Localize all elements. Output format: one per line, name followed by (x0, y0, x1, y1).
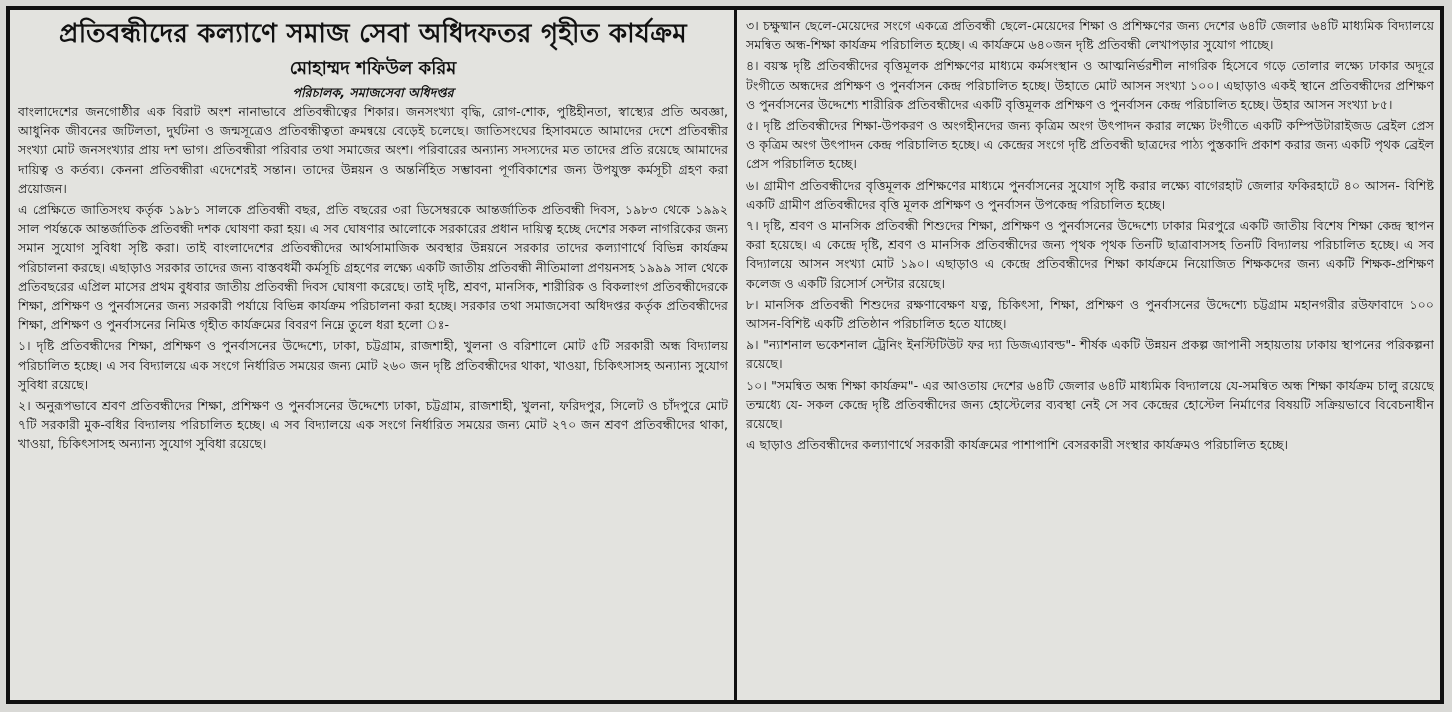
article-headline: প্রতিবন্ধীদের কল্যাণে সমাজ সেবা অধিদফতর গৃহীত কার্যক্রম (59, 19, 687, 49)
program-item: ৬। গ্রামীণ প্রতিবন্ধীদের বৃত্তিমূলক প্রশিক্ষণের মাধ্যমে পুনর্বাসনের সুযোগ সৃষ্টি করার লক্ষ্যে বাগেরহাট জেলার ফকিরহাটে ৪০ আসন- বিশিষ্ট একটি গ্রামীণ প্রতিবন্ধীদের বৃত্তি মূলক প্রশিক্ষণ ও পুনর্বাসন উপকেন্দ্র পরিচালিত হচ্ছে। (746, 177, 1434, 212)
intro-paragraph: এ প্রেক্ষিতে জাতিসংঘ কর্তৃক ১৯৮১ সালকে প্রতিবন্ধী বছর, প্রতি বছরের ৩রা ডিসেম্বরকে আন্তর্জাতিক প্রতিবন্ধী দিবস, ১৯৮৩ থেকে ১৯৯২ সাল পর্যন্তকে আন্তর্জাতিক প্রতিবন্ধী দশক ঘোষণা করা হয়। এ সব ঘোষণার আলোকে সরকারের প্রধান দায়িত্ব হচ্ছে দেশের সকল নাগরিকের জন্য সমান সুযোগ সুবিধা সৃষ্টি করা। তাই বাংলাদেশের প্রতিবন্ধীদের আর্থসামাজিক অবস্থার উন্নয়নে সরকার তাদের কল্যাণার্থে বিভিন্ন কার্যক্রম পরিচালনা করছে। এছাড়াও সরকার তাদের জন্য বাস্তবধর্মী কর্মসূচি গ্রহণের লক্ষ্যে একটি জাতীয় প্রতিবন্ধী নীতিমালা প্রণয়নসহ ১৯৯৯ সাল থেকে প্রতিবছরের এপ্রিল মাসের প্রথম বুধবার জাতীয় প্রতিবন্ধী দিবস ঘোষণা করেছে। তাই দৃষ্টি, শ্রবণ, মানসিক, শারীরিক ও বিকলাংগ প্রতিবন্ধীদেরকে শিক্ষা, প্রশিক্ষণ ও পুনর্বাসনের জন্য সরকারী পর্যায়ে বিভিন্ন কার্যক্রম পরিচালনা করা হচ্ছে। সরকার তথা সমাজসেবা অধিদপ্তর কর্তৃক প্রতিবন্ধীদের শিক্ষা, প্রশিক্ষণ ও পুনর্বাসনের নিমিত্ত গৃহীত কার্যক্রমের বিবরণ নিম্নে তুলে ধরা হলো ঃ- (18, 202, 728, 333)
program-item: ৮। মানসিক প্রতিবন্ধী শিশুদের রক্ষণাবেক্ষণ যত্ন, চিকিৎসা, শিক্ষা, প্রশিক্ষণ ও পুনর্বাসনের উদ্দেশ্যে চট্টগ্রাম মহানগরীর রউফাবাদে ১০০ আসন-বিশিষ্ট একটি প্রতিষ্ঠান পরিচালিত হতে যাচ্ছে। (746, 296, 1434, 332)
program-item: ১০। "সমন্বিত অন্ধ শিক্ষা কার্যক্রম"- এর আওতায় দেশের ৬৪টি জেলার ৬৪টি মাধ্যমিক বিদ্যালয়ে যে-সমন্বিত অন্ধ শিক্ষা কার্যক্রম চালু রয়েছে তন্মধ্যে যে- সকল কেন্দ্রে দৃষ্টি প্রতিবন্ধীদের জন্য হোস্টেলের ব্যবস্থা নেই সে সব কেন্দ্রের হোস্টেল নির্মাণের বিষয়টি সক্রিয়ভাবে বিবেচনাধীন রয়েছে। (746, 377, 1434, 432)
program-item: ৫। দৃষ্টি প্রতিবন্ধীদের শিক্ষা-উপকরণ ও অংগহীনদের জন্য কৃত্রিম অংগ উৎপাদন করার লক্ষ্যে টংগীতে একটি কম্পিউটারাইজড ব্রেইল প্রেস ও কৃত্রিম অংগ উৎপাদন কেন্দ্র পরিচালিত হচ্ছে। এ কেন্দ্রের সংগে দৃষ্টি প্রতিবন্ধী ছাত্রদের পাঠ্য পুস্তকাদি প্রকাশ করার জন্য একটি পৃথক ব্রেইল প্রেস পরিচালিত হচ্ছে। (746, 118, 1434, 172)
program-item: ২। অনুরূপভাবে শ্রবণ প্রতিবন্ধীদের শিক্ষা, প্রশিক্ষণ ও পুনর্বাসনের উদ্দেশ্যে ঢাকা, চট্টগ্রাম, রাজশাহী, খুলনা, ফরিদপুর, সিলেট ও চাঁদপুরে মোট ৭টি সরকারী মুক-বধির বিদ্যালয় পরিচালিত হচ্ছে। এ সব বিদ্যালয়ে এক সংগে নির্ধারিত সময়ের জন্য মোট ২৭০ জন শ্রবণ প্রতিবন্ধীদের থাকা, খাওয়া, চিকিৎসাসহ অন্যান্য সুযোগ সুবিধা রয়েছে। (18, 398, 728, 452)
author-designation: পরিচালক, সমাজসেবা অধিদপ্তর (292, 85, 454, 100)
left-column (18, 16, 728, 694)
right-column (746, 16, 1434, 694)
closing-paragraph: এ ছাড়াও প্রতিবন্ধীদের কল্যাণার্থে সরকারী কার্যক্রমের পাশাপাশি বেসরকারী সংস্থার কার্যক্রমও পরিচালিত হচ্ছে। (746, 437, 1289, 453)
intro-paragraph: বাংলাদেশের জনগোষ্ঠীর এক বিরাট অংশ নানাভাবে প্রতিবন্ধীত্বের শিকার। জনসংখ্যা বৃদ্ধি, রোগ-শোক, পুষ্টিহীনতা, স্বাস্থ্যের প্রতি অবজ্ঞা, আধুনিক জীবনের জটিলতা, দুর্ঘটনা ও জন্মসূত্রেও প্রতিবন্ধীত্বতা ক্রমন্বয়ে বেড়েই চলেছে। জাতিসংঘের হিসাবমতে আমাদের দেশে প্রতিবন্ধীর সংখ্যা মোট জনসংখ্যার প্রায় দশ ভাগ। প্রতিবন্ধীরা পরিবার তথা সমাজের অংশ। পরিবারের অন্যান্য সদস্যদের মত তাদের প্রতি রয়েছে আমাদের দায়িত্ব ও কর্তব্য। কেননা প্রতিবন্ধীরা এদেশেরই সন্তান। তাদের উন্নয়ন ও অন্তর্নিহিত সম্ভাবনা পূর্ণবিকাশের জন্য উপযুক্ত কর্মসূচী গ্রহণ করা প্রয়োজন। (18, 104, 728, 196)
newspaper-clipping (6, 6, 1444, 704)
author-name: মোহাম্মদ শফিউল করিম (289, 58, 457, 79)
program-item: ৩। চক্ষুষ্মান ছেলে-মেয়েদের সংগে একত্রে প্রতিবন্ধী ছেলে-মেয়েদের শিক্ষা ও প্রশিক্ষণের জন্য দেশের ৬৪টি জেলার ৬৪টি মাধ্যমিক বিদ্যালয়ে সমন্বিত অন্ধ-শিক্ষা কার্যক্রম পরিচালিত হচ্ছে। এ কার্যক্রমে ৬৪০জন দৃষ্টি প্রতিবন্ধী লেখাপড়ার সুযোগ পাচ্ছে। (746, 18, 1434, 53)
program-item: ৭। দৃষ্টি, শ্রবণ ও মানসিক প্রতিবন্ধী শিশুদের শিক্ষা, প্রশিক্ষণ ও পুনর্বাসনের উদ্দেশ্যে ঢাকার মিরপুরে একটি জাতীয় বিশেষ শিক্ষা কেন্দ্র স্থাপন করা হয়েছে। এ কেন্দ্রে দৃষ্টি, শ্রবণ ও মানসিক প্রতিবন্ধীদের জন্য পৃথক পৃথক তিনটি ছাত্রাবাসসহ তিনটি বিদ্যালয় পরিচালিত হচ্ছে। এ সব বিদ্যালয়ে আসন সংখ্যা মোট ১৯০। এছাড়াও এ কেন্দ্রে প্রতিবন্ধীদের শিক্ষা কার্যক্রমে নিয়োজিত শিক্ষকদের জন্য একটি শিক্ষক-প্রশিক্ষণ কলেজ ও একটি রিসোর্স সেন্টার রয়েছে। (746, 218, 1434, 291)
program-item: ১। দৃষ্টি প্রতিবন্ধীদের শিক্ষা, প্রশিক্ষণ ও পুনর্বাসনের উদ্দেশ্যে, ঢাকা, চট্টগ্রাম, রাজশাহী, খুলনা ও বরিশালে মোট ৫টি সরকারী অন্ধ বিদ্যালয় পরিচালিত হচ্ছে। এ সব বিদ্যালয়ে এক সংগে নির্ধারিত সময়ের জন্য মোট ২৬০ জন দৃষ্টি প্রতিবন্ধীদের থাকা, খাওয়া, চিকিৎসাসহ অন্যান্য সুযোগ সুবিধা রয়েছে। (18, 338, 728, 392)
column-divider (734, 10, 737, 700)
program-item: ৯। "ন্যাশনাল ভকেশনাল ট্রেনিং ইনস্টিটিউট ফর দ্যা ডিজএ্যাবল্ড"- শীর্ষক একটি উন্নয়ন প্রকল্প জাপানী সহায়তায় ঢাকায় স্থাপনের পরিকল্পনা রয়েছে। (746, 337, 1434, 372)
program-item: ৪। বয়স্ক দৃষ্টি প্রতিবন্ধীদের বৃত্তিমূলক প্রশিক্ষণের মাধ্যমে কর্মসংস্থান ও আত্মনির্ভরশীল নাগরিক হিসেবে গড়ে তোলার লক্ষ্যে ঢাকার অদূরে টংগীতে অন্ধদের প্রশিক্ষণ ও পুনর্বাসন কেন্দ্র পরিচালিত হচ্ছে। উহাতে মোট আসন সংখ্যা ১০০। এছাড়াও একই স্থানে প্রতিবন্ধীদের প্রশিক্ষণ ও পুনর্বাসনের উদ্দেশ্যে শারীরিক প্রতিবন্ধীদের একটি বৃত্তিমূলক প্রশিক্ষণ ও পুনর্বাসন কেন্দ্র পরিচালিত হচ্ছে। উহার আসন সংখ্যা ৮৫। (746, 58, 1434, 112)
